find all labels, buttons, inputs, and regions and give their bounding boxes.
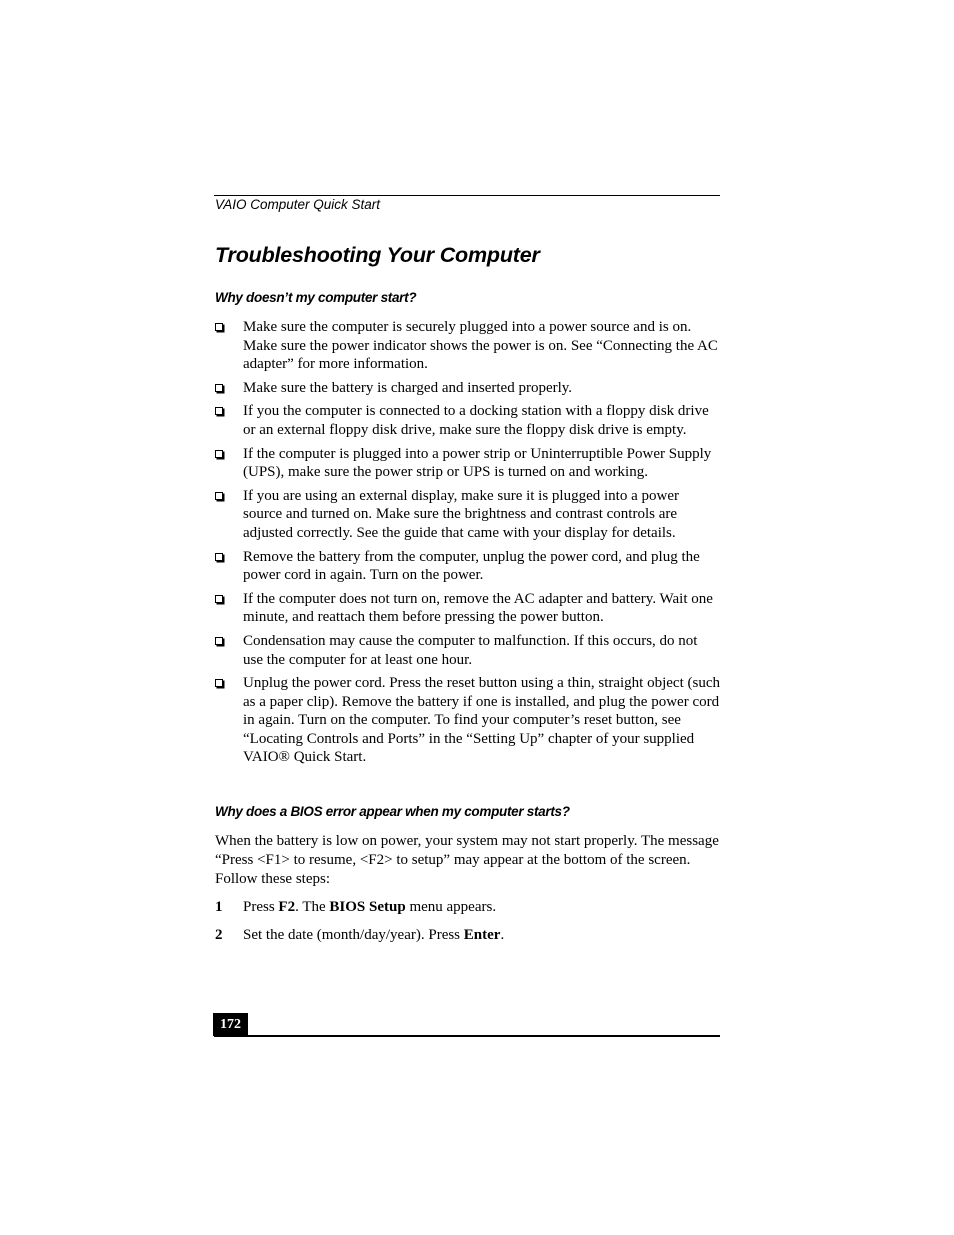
checkbox-bullet-icon [215, 450, 223, 458]
list-item-text: Condensation may cause the computer to malfunction. If this occurs, do not use the computer for at least one hour. [243, 632, 698, 668]
checkbox-bullet-icon [215, 407, 223, 415]
step-text: Set the date (month/day/year). Press [243, 927, 464, 944]
document-page [214, 0, 720, 1235]
list-item-text: Unplug the power cord. Press the reset button using a thin, straight object (such as a paper clip). Remove the battery if one is installed, and plug the power cord in again. Turn on the computer. To find your computer’s reset button, see “Locating Controls and Ports” in the “Setting Up” chapter of your supplied VAIO® Quick Start. [243, 675, 720, 766]
running-head: VAIO Computer Quick Start [215, 197, 381, 212]
step-item [214, 898, 720, 917]
list-item [214, 487, 720, 543]
list-item-text: If you are using an external display, make sure it is plugged into a power source and turned on. Make sure the brightness and contrast controls are adjusted correctly. See the guide that came with your display for details. [243, 487, 679, 541]
bios-intro-paragraph: When the battery is low on power, your system may not start properly. The message “Press <F1> to resume, <F2> to setup” may appear at the bottom of the screen. Follow these steps: [215, 833, 719, 887]
footer-rule [214, 1035, 720, 1037]
page-title: Troubleshooting Your Computer [215, 243, 540, 267]
list-item [214, 318, 720, 374]
menu-label: BIOS Setup [329, 899, 406, 915]
key-label: F2 [278, 899, 296, 915]
list-item [214, 548, 720, 585]
bullet-list [214, 318, 720, 772]
checkbox-bullet-icon [215, 637, 223, 645]
list-item [214, 590, 720, 627]
list-item-text: Make sure the computer is securely plugged into a power source and is on. Make sure the power indicator shows the power is on. See “Connecting the AC adapter” for more information. [243, 319, 718, 373]
list-item [214, 674, 720, 767]
step-item [214, 926, 720, 945]
step-number: 2 [215, 927, 223, 944]
list-item [214, 445, 720, 482]
checkbox-bullet-icon [215, 323, 223, 331]
step-text: menu appears. [405, 899, 497, 915]
list-item-text: Make sure the battery is charged and inserted properly. [243, 379, 573, 396]
step-text: . [500, 927, 505, 944]
step-text: . The [295, 899, 330, 915]
key-label: Enter [463, 927, 501, 944]
list-item-text: If you the computer is connected to a docking station with a floppy disk drive or an external floppy disk drive, make sure the floppy disk drive is empty. [243, 403, 709, 438]
steps-list [214, 898, 720, 954]
checkbox-bullet-icon [215, 384, 223, 392]
section-heading-computer-start: Why doesn’t my computer start? [215, 290, 417, 305]
checkbox-bullet-icon [215, 679, 223, 687]
list-item [214, 379, 720, 398]
checkbox-bullet-icon [215, 553, 223, 561]
section-heading-bios-error: Why does a BIOS error appear when my computer starts? [215, 804, 570, 819]
list-item [214, 632, 720, 669]
header-rule [214, 195, 720, 196]
step-text: Press [243, 899, 279, 915]
list-item-text: If the computer is plugged into a power strip or Uninterruptible Power Supply (UPS), make sure the power strip or UPS is turned on and working. [243, 445, 712, 481]
checkbox-bullet-icon [215, 595, 223, 603]
page-number: 172 [213, 1013, 248, 1036]
list-item [214, 402, 720, 439]
checkbox-bullet-icon [215, 492, 223, 500]
list-item-text: If the computer does not turn on, remove the AC adapter and battery. Wait one minute, and reattach them before pressing the power button. [243, 590, 713, 626]
step-number: 1 [215, 899, 223, 915]
list-item-text: Remove the battery from the computer, unplug the power cord, and plug the power cord in again. Turn on the power. [243, 548, 700, 584]
